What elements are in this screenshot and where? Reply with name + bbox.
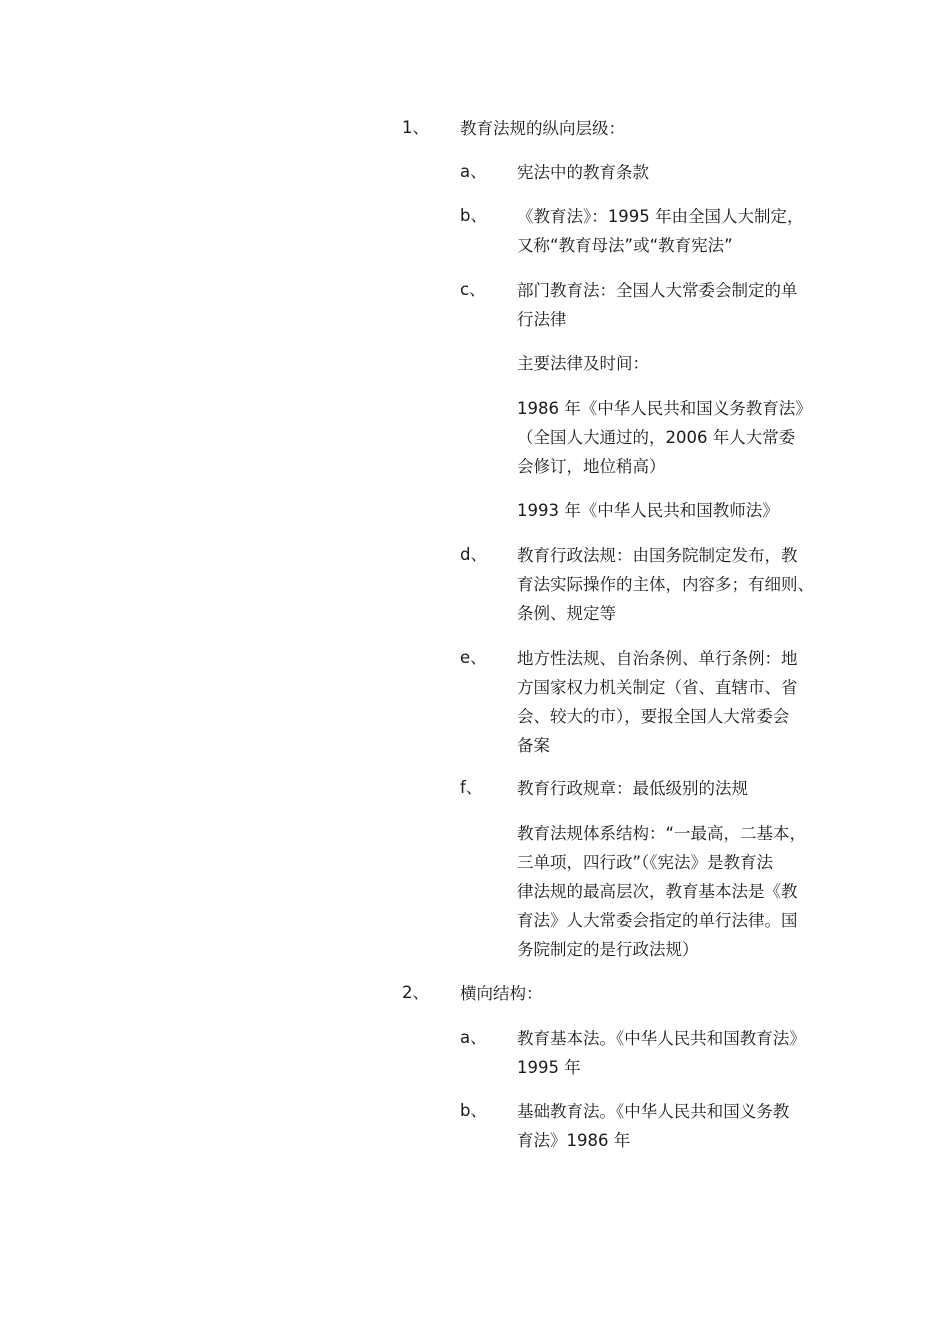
item-line: 教育行政规章：最低级别的法规	[517, 779, 748, 798]
section-2-title	[460, 979, 840, 1008]
item-text	[517, 1024, 827, 1082]
paragraph-text	[517, 496, 827, 525]
item-text	[517, 541, 827, 628]
section-2-title-text: 横向结构：	[460, 984, 543, 1003]
item-line: 教育行政法规：由国务院制定发布，教	[517, 546, 798, 565]
item-marker: b、	[460, 206, 487, 225]
section-1-title-text: 教育法规的纵向层级：	[460, 119, 625, 138]
item-marker: f、	[460, 778, 483, 797]
item-line: 方国家权力机关制定（省、直辖市、省	[517, 678, 798, 697]
item-line: 地方性法规、自治条例、单行条例：地	[517, 649, 798, 668]
item-line: 育法》1986 年	[517, 1131, 631, 1150]
item-marker: e、	[460, 648, 487, 667]
item-line: 行法律	[517, 310, 567, 329]
item-line: 部门教育法：全国人大常委会制定的单	[517, 281, 798, 300]
section-1-title	[460, 114, 840, 143]
paragraph-text	[517, 349, 827, 378]
item-line: 又称“教育母法”或“教育宪法”	[517, 236, 733, 255]
item-line: 《教育法》：1995 年由全国人大制定，	[517, 207, 804, 226]
paragraph-text	[517, 394, 827, 481]
item-line: 会、较大的市），要报全国人大常委会	[517, 707, 790, 726]
item-line: 宪法中的教育条款	[517, 163, 649, 182]
item-text	[517, 1097, 827, 1155]
paragraph-line: 1993 年《中华人民共和国教师法》	[517, 501, 779, 520]
item-marker: d、	[460, 545, 487, 564]
item-text	[517, 158, 827, 187]
item-marker: a、	[460, 162, 487, 181]
paragraph-line: 主要法律及时间：	[517, 354, 649, 373]
item-marker: a、	[460, 1028, 487, 1047]
item-text	[517, 774, 827, 803]
item-marker: c、	[460, 280, 486, 299]
item-line: 教育基本法。《中华人民共和国教育法》	[517, 1029, 806, 1048]
paragraph-line: （全国人大通过的，2006 年人大常委	[517, 428, 796, 447]
item-line: 基础教育法。《中华人民共和国义务教	[517, 1102, 790, 1121]
paragraph-line: 律法规的最高层次，教育基本法是《教	[517, 882, 798, 901]
item-text	[517, 276, 827, 334]
section-2-marker: 2、	[402, 983, 429, 1002]
item-text	[517, 644, 827, 760]
item-line: 条例、规定等	[517, 604, 616, 623]
paragraph-line: 会修订，地位稍高）	[517, 457, 666, 476]
item-text	[517, 202, 827, 260]
item-marker: b、	[460, 1101, 487, 1120]
item-line: 1995 年	[517, 1058, 581, 1077]
paragraph-text	[517, 819, 827, 964]
paragraph-line: 1986 年《中华人民共和国义务教育法》	[517, 399, 812, 418]
item-line: 育法实际操作的主体，内容多；有细则、	[517, 575, 814, 594]
paragraph-line: 育法》人大常委会指定的单行法律。国	[517, 911, 798, 930]
paragraph-line: 教育法规体系结构：“一最高，二基本，	[517, 824, 807, 843]
paragraph-line: 三单项，四行政”（《宪法》是教育法	[517, 853, 774, 872]
section-1-marker: 1、	[402, 118, 429, 137]
paragraph-line: 务院制定的是行政法规）	[517, 940, 699, 959]
item-line: 备案	[517, 736, 550, 755]
